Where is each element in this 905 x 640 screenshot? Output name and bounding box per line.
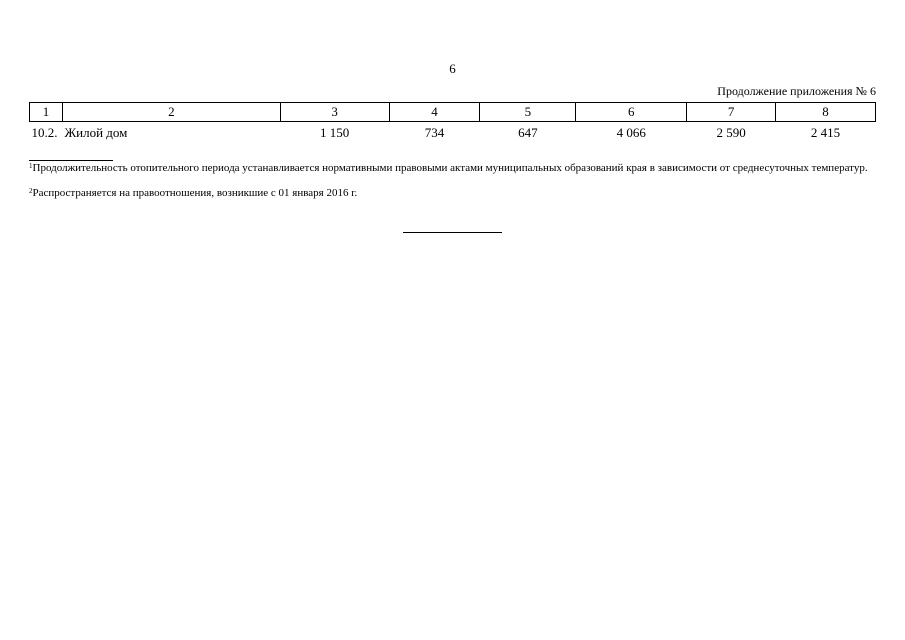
row-code: 10.2. [31,125,58,140]
end-of-document-rule [403,232,502,233]
column-number-row [30,103,876,122]
column-header: 2 [62,103,280,122]
column-header: 1 [30,103,63,122]
footnote [29,188,876,199]
column-header: 5 [480,103,576,122]
table-cell: 4 066 [616,125,646,140]
column-header: 8 [776,103,876,122]
column-header: 4 [389,103,480,122]
table-cell: 734 [424,125,445,140]
continuation-label: Продолжение приложения № 6 [717,84,876,98]
footnote-text: Распространяется на правоотношения, возникшие с 01 января 2016 г. [32,187,358,199]
footnote [29,163,876,174]
footnote-marker: 2 [29,187,33,195]
appendix-table [29,102,876,144]
table-cell: 2 590 [716,125,746,140]
row-label-cell [30,122,281,145]
table-cell: 647 [518,125,538,140]
column-header: 6 [576,103,687,122]
column-header: 7 [687,103,776,122]
table-row [30,122,876,145]
table-cell: 1 150 [319,125,350,140]
column-header: 3 [280,103,389,122]
footnote-marker: 1 [29,162,33,170]
page-number: 6 [449,61,456,76]
table-cell: 2 415 [810,125,841,140]
footnote-text: Продолжительность отопительного периода устанавливается нормативными правовыми актами муниципальных образований края в зависимости от среднесуточных температур. [32,162,868,174]
footnote-separator [29,160,113,161]
row-name: Жилой дом [64,125,128,140]
